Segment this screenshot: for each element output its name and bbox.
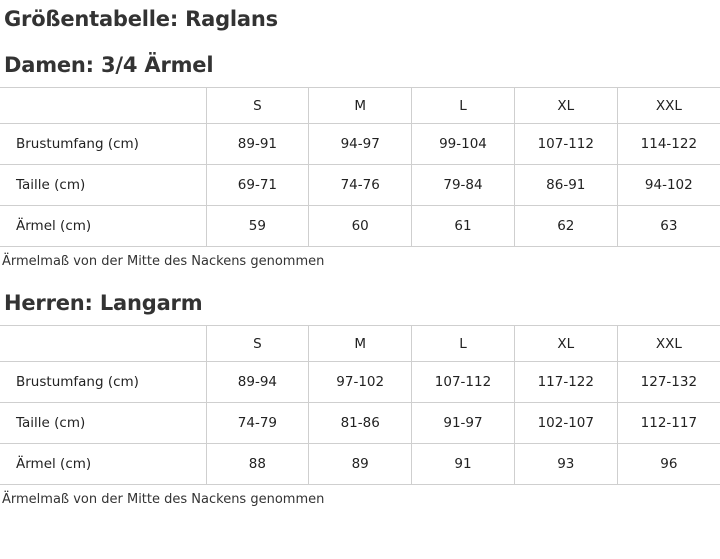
column-header-m: M [309,88,412,124]
column-header-xxl: XXL [617,326,720,362]
table-note-men: Ärmelmaß von der Mitte des Nackens genommen [2,492,325,507]
cell-value: 102-107 [514,403,617,444]
row-label: Ärmel (cm) [0,444,206,485]
cell-value: 89-91 [206,124,309,165]
cell-value: 112-117 [617,403,720,444]
size-table-women [0,87,720,247]
cell-value: 94-102 [617,165,720,206]
section-heading-women: Damen: 3/4 Ärmel [4,53,214,77]
size-chart-page [0,7,720,507]
cell-value: 69-71 [206,165,309,206]
cell-value: 97-102 [309,362,412,403]
cell-value: 91 [412,444,515,485]
cell-value: 86-91 [514,165,617,206]
page-title: Größentabelle: Raglans [4,7,278,31]
row-label: Taille (cm) [0,403,206,444]
row-label: Ärmel (cm) [0,206,206,247]
table-row [0,403,720,444]
cell-value: 93 [514,444,617,485]
row-label: Taille (cm) [0,165,206,206]
table-header-row [0,326,720,362]
table-corner-cell [0,326,206,362]
cell-value: 107-112 [412,362,515,403]
cell-value: 89 [309,444,412,485]
cell-value: 127-132 [617,362,720,403]
section-heading-men: Herren: Langarm [4,291,203,315]
cell-value: 91-97 [412,403,515,444]
column-header-m: M [309,326,412,362]
cell-value: 96 [617,444,720,485]
row-label: Brustumfang (cm) [0,362,206,403]
cell-value: 88 [206,444,309,485]
cell-value: 81-86 [309,403,412,444]
cell-value: 59 [206,206,309,247]
table-row [0,206,720,247]
size-table-men [0,325,720,485]
cell-value: 114-122 [617,124,720,165]
table-row [0,444,720,485]
column-header-l: L [412,326,515,362]
cell-value: 89-94 [206,362,309,403]
cell-value: 74-79 [206,403,309,444]
column-header-xxl: XXL [617,88,720,124]
table-row [0,124,720,165]
cell-value: 99-104 [412,124,515,165]
cell-value: 107-112 [514,124,617,165]
table-row [0,362,720,403]
column-header-s: S [206,88,309,124]
cell-value: 60 [309,206,412,247]
table-row [0,165,720,206]
table-corner-cell [0,88,206,124]
row-label: Brustumfang (cm) [0,124,206,165]
column-header-xl: XL [514,326,617,362]
cell-value: 79-84 [412,165,515,206]
cell-value: 61 [412,206,515,247]
cell-value: 63 [617,206,720,247]
column-header-s: S [206,326,309,362]
table-header-row [0,88,720,124]
column-header-l: L [412,88,515,124]
cell-value: 74-76 [309,165,412,206]
column-header-xl: XL [514,88,617,124]
cell-value: 62 [514,206,617,247]
cell-value: 94-97 [309,124,412,165]
cell-value: 117-122 [514,362,617,403]
table-note-women: Ärmelmaß von der Mitte des Nackens genommen [2,254,325,269]
